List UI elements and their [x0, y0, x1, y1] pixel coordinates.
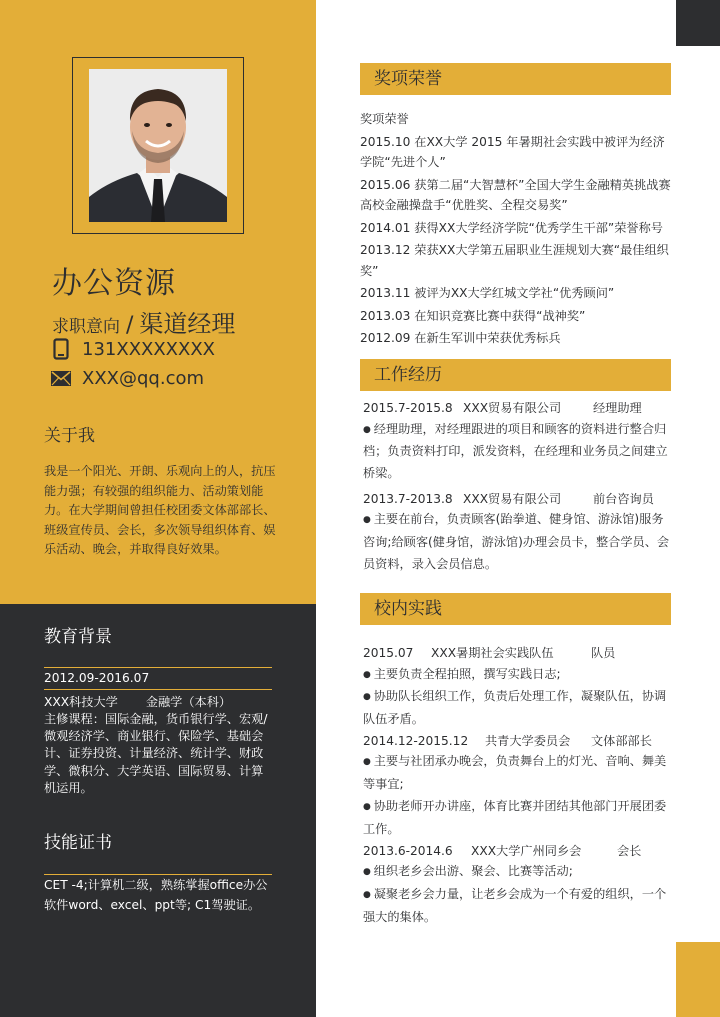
avatar-illustration — [89, 69, 227, 222]
award-item: 2015.10 在XX大学 2015 年暑期社会实践中被评为经济学院“先进个人” — [360, 134, 665, 169]
campus-date: 2013.6-2014.6 — [363, 843, 453, 858]
campus-header: 校内实践 — [360, 593, 671, 625]
work-list — [363, 398, 671, 576]
left-panel-dark — [0, 604, 316, 1017]
job-intent — [52, 304, 235, 339]
corner-decoration-bottom — [676, 942, 720, 1017]
education-divider-top — [44, 667, 272, 668]
work-date: 2013.7-2013.8 — [363, 491, 453, 506]
about-title: 关于我 — [44, 426, 95, 446]
awards-list — [360, 109, 672, 351]
about-text: 我是一个阳光、开朗、乐观向上的人，抗压能力强；有较强的组织能力、活动策划能力。在大学期间曾担任校团委文体部部长、班级宣传员、会长，多次领导组织体育、娱乐活动、晚会，并取得良好效果。 — [44, 464, 276, 556]
work-org: XXX贸易有限公司 — [463, 491, 562, 506]
campus-org: XXX暑期社会实践队伍 — [431, 646, 554, 660]
campus-bullet: ● 组织老乡会出游、聚会、比赛等活动; — [363, 861, 671, 884]
campus-date: 2014.12-2015.12 — [363, 733, 469, 748]
campus-bullet: ● 凝聚老乡会力量，让老乡会成为一个有爱的组织，一个强大的集体。 — [363, 884, 671, 929]
award-item: 2013.03 在知识竞赛比赛中获得“战神奖” — [360, 308, 586, 323]
award-item: 2012.09 在新生军训中荣获优秀标兵 — [360, 331, 561, 345]
award-item: 2013.11 被评为XX大学红城文学社“优秀顾问” — [360, 286, 615, 300]
education-school-line — [44, 693, 231, 710]
education-title: 教育背景 — [44, 627, 112, 647]
job-title: 渠道经理 — [139, 310, 236, 338]
campus-entry-head — [363, 841, 671, 862]
education-divider-bottom — [44, 689, 272, 690]
photo-frame — [72, 57, 244, 234]
skills-text: CET -4;计算机二级，熟练掌握office办公软件word、excel、ppt等; C1驾驶证。 — [44, 878, 268, 912]
contact-email — [50, 367, 204, 389]
email-address: XXX@qq.com — [82, 367, 205, 389]
work-role: 前台咨询员 — [593, 491, 654, 506]
work-role: 经理助理 — [593, 401, 642, 415]
work-entry-head — [363, 398, 671, 419]
campus-bullet: ● 主要负责全程拍照，撰写实践日志; — [363, 664, 671, 687]
award-item: 2015.06 获第二届“大智慧杯”全国大学生金融精英挑战赛高校金融操盘手“优胜奖、全程交易奖” — [360, 177, 671, 212]
job-intent-label: 求职意向 — [52, 317, 120, 337]
awards-header: 奖项荣誉 — [360, 63, 671, 95]
education-courses: 主修课程：国际金融，货币银行学、宏观/微观经济学、商业银行、保险学、基础会计、证券投资、计量经济、统计学、财政学、微积分、大学英语、国际贸易、计算机运用。 — [44, 712, 268, 795]
campus-role: 会长 — [617, 843, 642, 858]
phone-number: 131XXXXXXXX — [82, 338, 216, 360]
skills-title: 技能证书 — [44, 833, 112, 853]
education-date: 2012.09-2016.07 — [44, 671, 150, 685]
phone-icon — [50, 338, 72, 360]
campus-entry-head — [363, 643, 671, 664]
campus-role: 文体部部长 — [591, 733, 652, 748]
corner-decoration-top — [676, 0, 720, 46]
award-item: 2014.01 获得XX大学经济学院“优秀学生干部”荣誉称号 — [360, 220, 663, 235]
campus-entry-head — [363, 731, 671, 752]
contact-phone — [50, 338, 215, 360]
mail-icon — [50, 367, 72, 389]
work-bullet: ● 经理助理，对经理跟进的项目和顾客的资料进行整合归档；负责资料打印，派发资料，在经理和业务员之间建立桥梁。 — [363, 419, 671, 485]
campus-bullet: ● 协助老师开办讲座，体育比赛并团结其他部门开展团委工作。 — [363, 796, 671, 841]
campus-list — [363, 643, 671, 928]
profile-photo — [89, 69, 227, 222]
campus-date: 2015.07 — [363, 646, 414, 660]
campus-org: XXX大学广州同乡会 — [471, 843, 582, 858]
education-school: XXX科技大学 — [44, 695, 118, 709]
award-item: 2013.12 荣获XX大学第五届职业生涯规划大赛“最佳组织奖” — [360, 243, 669, 278]
work-entry-head — [363, 489, 671, 510]
skills-divider — [44, 874, 272, 875]
campus-org: 共青大学委员会 — [485, 733, 571, 748]
awards-subtitle: 奖项荣誉 — [360, 112, 409, 126]
campus-role: 队员 — [591, 646, 616, 660]
education-major: 金融学（本科） — [145, 695, 232, 709]
campus-bullet: ● 主要与社团承办晚会，负责舞台上的灯光、音响、舞美等事宜; — [363, 751, 671, 796]
work-date: 2015.7-2015.8 — [363, 401, 453, 415]
work-org: XXX贸易有限公司 — [463, 401, 562, 415]
candidate-name: 办公资源 — [52, 266, 176, 301]
job-intent-slash: / — [126, 313, 134, 338]
work-bullet: ● 主要在前台，负责顾客(跆拳道、健身馆、游泳馆)服务咨询;给顾客(健身馆，游泳馆)办理会员卡，整合学员、会员资料，录入会员信息。 — [363, 509, 671, 575]
campus-bullet: ● 协助队长组织工作，负责后处理工作，凝聚队伍，协调队伍矛盾。 — [363, 686, 671, 731]
work-header: 工作经历 — [360, 359, 671, 391]
